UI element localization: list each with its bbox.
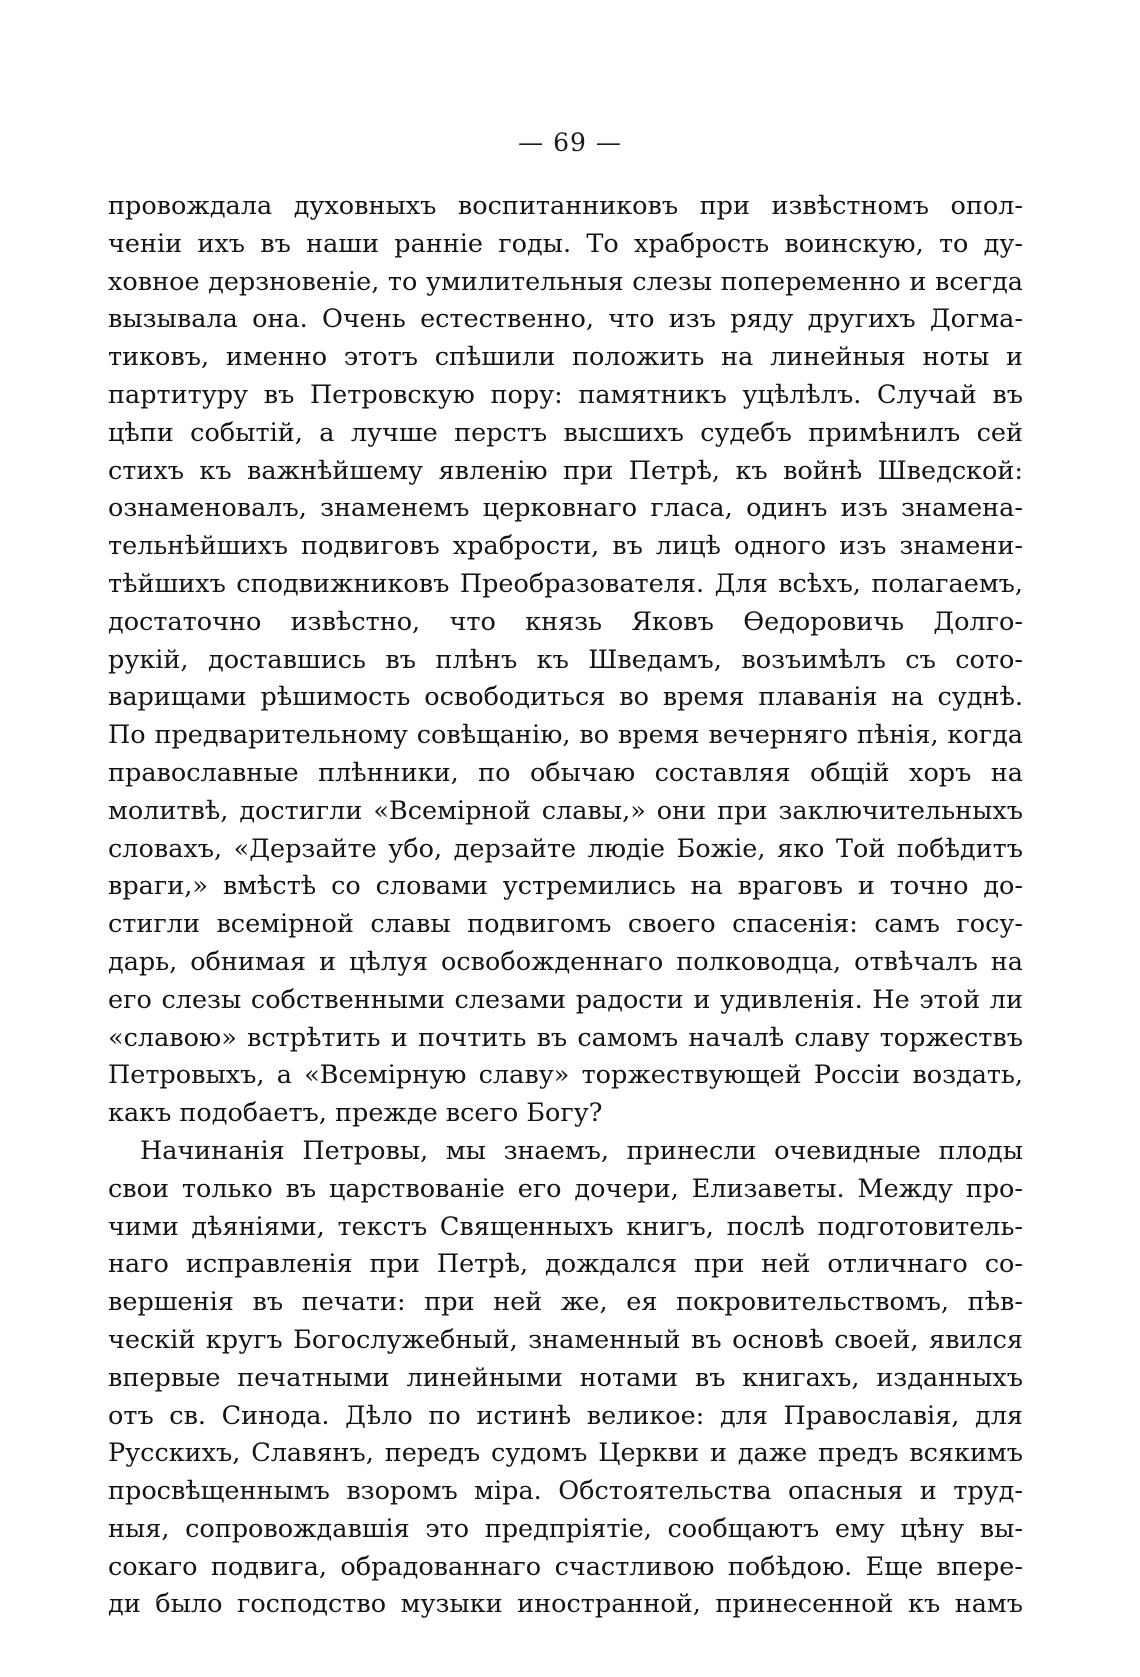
text-line: враги,» вмѣстѣ со словами устремились на враговъ и точно до- <box>108 871 1023 902</box>
body-text <box>108 188 1023 1624</box>
text-line: ди было господство музыки иностранной, принесенной къ намъ <box>108 1589 1023 1620</box>
text-line: «славою» встрѣтить и почтить въ самомъ началѣ славу торжествъ <box>108 1022 1023 1053</box>
text-line: Русскихъ, Славянъ, передъ судомъ Церкви и даже предъ всякимъ <box>108 1438 1023 1469</box>
text-line: ныя, сопровождавшія это предпріятіе, сообщаютъ ему цѣну вы- <box>108 1513 1023 1544</box>
text-line: тельнѣйшихъ подвиговъ храбрости, въ лицѣ одного изъ знамени- <box>108 531 1023 562</box>
text-line: ховное дерзновеніе, то умилительныя слезы попеременно и всегда <box>108 266 1023 297</box>
text-line: дарь, обнимая и цѣлуя освобожденнаго полководца, отвѣчалъ на <box>108 946 1023 977</box>
text-line: ческій кругъ Богослужебный, знаменный въ основѣ своей, явился <box>108 1324 1023 1355</box>
text-line: цѣпи событій, а лучше перстъ высшихъ судебъ примѣнилъ сей <box>108 417 1023 448</box>
text-line: молитвѣ, достигли «Всемірной славы,» они при заключительныхъ <box>108 795 1023 826</box>
text-line: Петровыхъ, а «Всемірную славу» торжествующей Россіи воздать, <box>108 1060 1023 1091</box>
text-line: просвѣщеннымъ взоромъ міра. Обстоятельства опасныя и труд- <box>108 1476 1023 1507</box>
text-line: сокаго подвига, обрадованнаго счастливою побѣдою. Еще впере- <box>108 1551 1023 1582</box>
text-line: наго исправленія при Петрѣ, дождался при ней отличнаго со- <box>108 1249 1023 1280</box>
text-line: какъ подобаетъ, прежде всего Богу? <box>108 1098 603 1129</box>
text-line: стихъ къ важнѣйшему явленію при Петрѣ, къ войнѣ Шведской: <box>108 455 1023 486</box>
text-line: ченіи ихъ въ наши ранніе годы. То храбрость воинскую, то ду- <box>108 228 1023 259</box>
text-line: впервые печатными линейными нотами въ книгахъ, изданныхъ <box>108 1362 1023 1393</box>
text-line: его слезы собственными слезами радости и удивленія. Не этой ли <box>108 984 1023 1015</box>
text-line: чими дѣяніями, текстъ Священныхъ книгъ, послѣ подготовитель- <box>108 1211 1023 1242</box>
text-line: провождала духовныхъ воспитанниковъ при извѣстномъ опол- <box>108 191 1023 221</box>
text-line: достаточно извѣстно, что князь Яковъ Ѳедоровичь Долго- <box>108 606 1023 637</box>
text-line: отъ св. Синода. Дѣло по истинѣ великое: для Православія, для <box>108 1400 1023 1431</box>
text-line: православные плѣнники, по обычаю составляя общій хоръ на <box>108 757 1023 788</box>
text-line: вершенія въ печати: при ней же, ея покровительствомъ, пѣв- <box>108 1287 1023 1318</box>
text-line: Начинанія Петровы, мы знаемъ, принесли очевидные плоды <box>140 1135 1023 1166</box>
text-line: словахъ, «Дерзайте убо, дерзайте людіе Божіе, яко Той побѣдитъ <box>108 833 1023 864</box>
text-line: тиковъ, именно этотъ спѣшили положить на линейныя ноты и <box>108 342 1023 373</box>
text-line: ознаменовалъ, знаменемъ церковнаго гласа, одинъ изъ знамена- <box>108 493 1023 524</box>
text-line: свои только въ царствованіе его дочери, Елизаветы. Между про- <box>108 1173 1023 1204</box>
text-line: По предварительному совѣщанію, во время вечерняго пѣнія, когда <box>108 720 1023 751</box>
text-line: рукій, доставшись въ плѣнъ къ Шведамъ, возъимѣлъ съ сото- <box>108 644 1023 675</box>
text-line: партитуру въ Петровскую пору: памятникъ уцѣлѣлъ. Случай въ <box>108 379 1023 410</box>
text-line: стигли всемірной славы подвигомъ своего спасенія: самъ госу- <box>108 909 1023 940</box>
page-number: — 69 — <box>518 128 622 157</box>
text-line: тѣйшихъ сподвижниковъ Преобразователя. Для всѣхъ, полагаемъ, <box>108 568 1023 599</box>
text-line: варищами рѣшимость освободиться во время плаванія на суднѣ. <box>108 682 1023 713</box>
text-line: вызывала она. Очень естественно, что изъ ряду другихъ Догма- <box>108 304 1023 335</box>
